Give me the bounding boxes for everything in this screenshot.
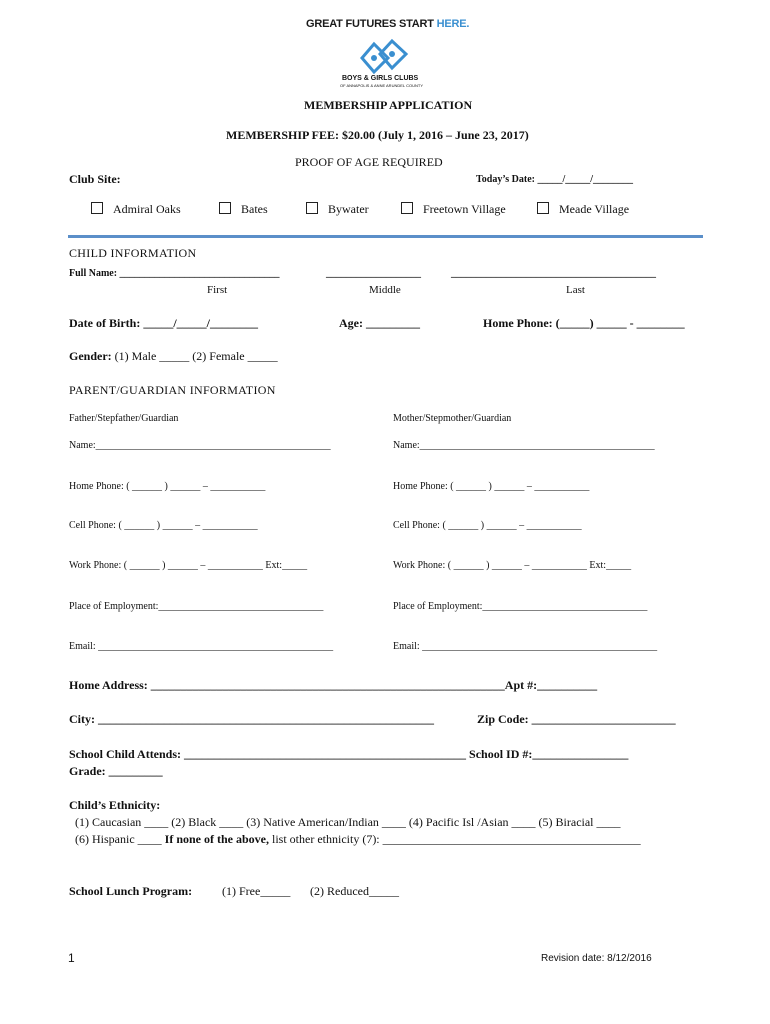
father-email-field[interactable]: Email: _______________________________________________ bbox=[69, 641, 334, 652]
last-name-field[interactable]: _________________________________________ bbox=[451, 268, 656, 279]
site-label: Bywater bbox=[328, 202, 369, 216]
first-label: First bbox=[207, 284, 228, 296]
checkbox-icon[interactable] bbox=[306, 202, 318, 214]
todays-date[interactable]: Today’s Date: _____/_____/________ bbox=[476, 174, 634, 185]
site-label: Meade Village bbox=[559, 202, 630, 216]
parent-info-heading: PARENT/GUARDIAN INFORMATION bbox=[69, 383, 276, 397]
site-label: Freetown Village bbox=[423, 202, 506, 216]
full-name-field[interactable]: Full Name: ________________________________ bbox=[69, 268, 280, 279]
city-field[interactable]: City: ________________________________________________________ bbox=[69, 712, 434, 726]
club-site-label: Club Site: bbox=[69, 172, 121, 186]
mother-name-field[interactable]: Name:_______________________________________________ bbox=[393, 440, 655, 451]
site-option-freetown-village[interactable] bbox=[401, 202, 506, 217]
ethnicity-options-line2[interactable] bbox=[75, 832, 641, 847]
tagline-part2: HERE. bbox=[436, 18, 470, 30]
mother-home-phone-field[interactable]: Home Phone: ( ______ ) ______ – ___________ bbox=[393, 481, 590, 492]
father-work-phone-field[interactable]: Work Phone: ( ______ ) ______ – ___________ Ext:_____ bbox=[69, 560, 308, 571]
middle-label: Middle bbox=[369, 284, 401, 296]
proof-of-age: PROOF OF AGE REQUIRED bbox=[295, 155, 443, 169]
site-option-meade-village[interactable] bbox=[537, 202, 629, 217]
lunch-option-free[interactable]: (1) Free_____ bbox=[222, 884, 291, 898]
mother-column-title: Mother/Stepmother/Guardian bbox=[393, 413, 512, 424]
tagline-part1: GREAT FUTURES START bbox=[306, 18, 437, 30]
middle-name-field[interactable]: ___________________ bbox=[326, 268, 421, 279]
checkbox-icon[interactable] bbox=[219, 202, 231, 214]
lunch-program-label: School Lunch Program: bbox=[69, 884, 193, 898]
age-field[interactable]: Age: _________ bbox=[339, 316, 420, 330]
mother-email-field[interactable]: Email: _______________________________________________ bbox=[393, 641, 658, 652]
mother-employment-field[interactable]: Place of Employment:_________________________________ bbox=[393, 601, 648, 612]
lunch-option-reduced[interactable]: (2) Reduced_____ bbox=[310, 884, 399, 898]
ethnicity-none-label: If none of the above, bbox=[164, 832, 269, 846]
page-number: 1 bbox=[68, 951, 75, 965]
school-field[interactable]: School Child Attends: _______________________________________________ School ID #:________________ bbox=[69, 747, 629, 761]
gender-options[interactable]: (1) Male _____ (2) Female _____ bbox=[114, 349, 278, 363]
logo-subtitle: OF ANNAPOLIS & ANNE ARUNDEL COUNTY bbox=[340, 83, 423, 88]
site-option-bywater[interactable] bbox=[306, 202, 369, 217]
site-option-admiral-oaks[interactable] bbox=[91, 202, 181, 217]
child-info-heading: CHILD INFORMATION bbox=[69, 246, 197, 260]
father-column-title: Father/Stepfather/Guardian bbox=[69, 413, 179, 424]
mother-cell-phone-field[interactable]: Cell Phone: ( ______ ) ______ – ___________ bbox=[393, 520, 582, 531]
mother-work-phone-field[interactable]: Work Phone: ( ______ ) ______ – ___________ Ext:_____ bbox=[393, 560, 632, 571]
site-label: Admiral Oaks bbox=[113, 202, 181, 216]
gender-row[interactable] bbox=[69, 349, 278, 364]
father-home-phone-field[interactable]: Home Phone: ( ______ ) ______ – ___________ bbox=[69, 481, 266, 492]
tagline bbox=[306, 18, 469, 30]
membership-fee: MEMBERSHIP FEE: $20.00 (July 1, 2016 – June 23, 2017) bbox=[226, 128, 529, 142]
page-title: MEMBERSHIP APPLICATION bbox=[304, 98, 473, 112]
logo-name: BOYS & GIRLS CLUBS bbox=[342, 75, 419, 82]
site-option-bates[interactable] bbox=[219, 202, 268, 217]
child-home-phone-field[interactable]: Home Phone: (_____) _____ - ________ bbox=[483, 316, 685, 330]
revision-date: Revision date: 8/12/2016 bbox=[541, 953, 652, 964]
father-cell-phone-field[interactable]: Cell Phone: ( ______ ) ______ – ___________ bbox=[69, 520, 258, 531]
father-employment-field[interactable]: Place of Employment:_________________________________ bbox=[69, 601, 324, 612]
ethnicity-hispanic[interactable]: (6) Hispanic ____ bbox=[75, 832, 165, 846]
site-label: Bates bbox=[241, 202, 268, 216]
checkbox-icon[interactable] bbox=[91, 202, 103, 214]
checkbox-icon[interactable] bbox=[401, 202, 413, 214]
ethnicity-label: Child’s Ethnicity: bbox=[69, 798, 161, 812]
checkbox-icon[interactable] bbox=[537, 202, 549, 214]
zip-code-field[interactable]: Zip Code: ________________________ bbox=[477, 712, 676, 726]
grade-field[interactable]: Grade: _________ bbox=[69, 764, 163, 778]
last-label: Last bbox=[566, 284, 585, 296]
home-address-field[interactable]: Home Address: ___________________________________________________________Apt #:__________ bbox=[69, 678, 598, 692]
ethnicity-options-line1[interactable]: (1) Caucasian ____ (2) Black ____ (3) Native American/Indian ____ (4) Pacific Isl /Asian ____ (5) Biracial ____ bbox=[75, 815, 621, 829]
ethnicity-other-field[interactable]: list other ethnicity (7): ___________________________________________ bbox=[269, 832, 641, 846]
section-divider bbox=[68, 235, 703, 238]
date-of-birth-field[interactable]: Date of Birth: _____/_____/________ bbox=[69, 316, 258, 330]
club-logo-icon bbox=[356, 38, 414, 79]
father-name-field[interactable]: Name:_______________________________________________ bbox=[69, 440, 331, 451]
gender-label: Gender: bbox=[69, 349, 112, 363]
